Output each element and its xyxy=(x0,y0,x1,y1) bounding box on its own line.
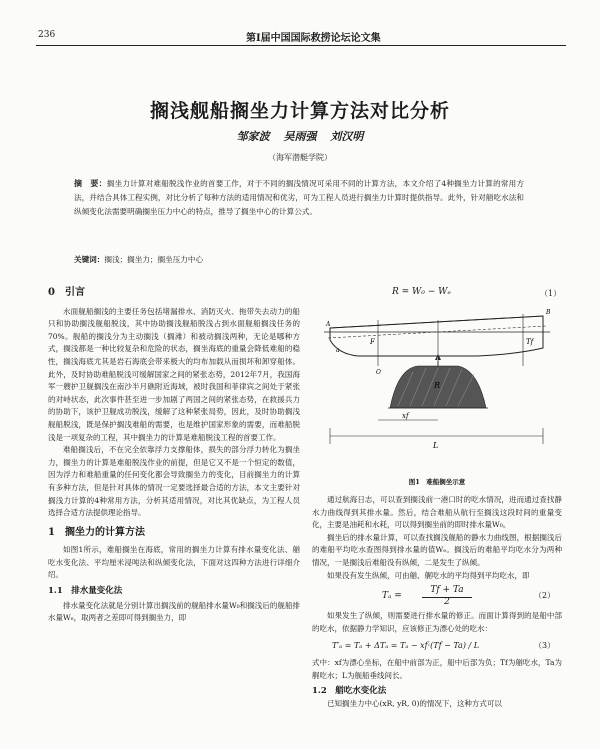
keywords-label: 关键词： xyxy=(74,255,105,264)
ship-grounding-figure xyxy=(318,308,558,470)
journal-header: 第Ⅰ届中国国际救捞论坛论文集 xyxy=(246,33,381,44)
abstract-label: 摘 要： xyxy=(74,178,107,188)
right-column xyxy=(312,494,562,711)
label-a: a xyxy=(336,347,340,354)
label-O: O xyxy=(376,369,381,376)
deck-line xyxy=(330,316,543,328)
equation-2 xyxy=(312,584,562,608)
abstract-line: 力计算时提供指导。此外，针对艏吃水法和纵倾变化法需要明确搁坐压力中心的特点，推导了搁坐中心的计算 xyxy=(74,193,524,216)
paragraph: 式中：xf为漂心坐标，在船中前部为正，船中后部为负；Tf为艏吃水，Ta为艉吃水；L为舰船垂线间长。 xyxy=(312,658,562,680)
equation-number: （1） xyxy=(540,289,562,298)
author: 刘汉明 xyxy=(330,130,364,143)
section-heading: 0 引言 xyxy=(48,287,85,298)
equation-3 xyxy=(312,637,562,655)
abstract-line: 搁坐力计算的常用方法，并结合具体工程实例，对比分析了每种方法的适用情况和优劣，可为工程人员进行搁坐 xyxy=(74,179,525,202)
paragraph: 如果发生了纵倾，则需要进行排水量的修正。而面计算得到的是船中部的吃水，依据静力学知识，应该修正为漂心处的吃水： xyxy=(312,611,562,633)
label-B: B xyxy=(546,309,551,316)
equation-text: T′ₐ = Tₐ + ΔTₐ = Tₐ − xf·(Tf − Ta) / L xyxy=(332,641,480,651)
section-heading: 1 搁坐力的计算方法 xyxy=(48,526,145,538)
paragraph: 水面舰船搁浅的主要任务包括堵漏排水、消防灭火、拖带失去动力的船只和协助搁浅舰船脱浅，其中协助搁浅舰船脱浅占到水面舰船搁浅任务的70%。舰船的搁浅分为主动搁浅（搁滩）和被动搁浅两种，无论是哪种方式，搁浅都是一种比较复杂和危险的状态，搁坐海底的重量会降低难船的稳性，搁浅海底尤其是岩石海底会带来极大的均布加载从而损坏和卸穿船体。此外，及时协助难船脱浅可缓解国家之间的紧张态势，2012年7月，我国海军一艘护卫舰搁浅在南沙半月礁附近海域，被时我国和菲律宾之间处于紧张的对峙状态，此次事件甚至进一步加剧了两国之间的紧张态势，在救援兵力的协助下，该护卫舰成功脱浅，缓解了这种紧张局势，因此，及时协助搁浅舰船脱浅，既是保护搁浅难船的需要，也是维护国家形象的需要，而难船脱浅是一项复杂的工程，其中搁坐力的计算是难船脱浅工程的首要工作。 xyxy=(48,306,300,442)
paragraph: 如果没有发生纵倾，可由艏、艉吃水的平均得到平均吃水，即 xyxy=(327,570,530,580)
abstract xyxy=(74,176,524,219)
equation-numerator: Tf + Ta xyxy=(422,584,472,598)
label-xf: xf xyxy=(402,412,409,420)
affiliation: （海军潜艇学院） xyxy=(268,153,332,162)
equation-1: R = W₀ − Wₑ xyxy=(392,287,451,297)
subsection-heading: 1.2 艏吃水变化法 xyxy=(312,685,387,696)
label-A: A xyxy=(326,321,331,328)
article-title: 搁浅舰船搁坐力计算方法对比分析 xyxy=(149,100,450,122)
paragraph: 搁坐后的排水量计算，可以查找搁浅舰船的静水力曲线图，根据搁浅后的难船平均吃水查图得到排水量的值Wₑ。搁浅后的难船平均吃水分为两种情况，一是搁浅后难船没有纵倾，二是发生了纵倾。 xyxy=(312,532,562,567)
label-F: F xyxy=(370,338,375,346)
equation-denominator: 2 xyxy=(444,597,450,608)
keywords-text: 搁浅；搁坐力；搁坐压力中心 xyxy=(104,255,204,264)
paragraph: 难船搁浅后，不在完全依靠浮力支撑船体，损失的部分浮力转化为搁坐力，搁坐力的计算是难船脱浅作业的前提，但是它又不是一个恒定的数值，因为浮力和难船重量的任何变化都会导致搁坐力的变化，目前搁坐力的计算有多种方法，但是针对具体的情况一定要选择最合适的方法，本文主要针对搁浅力计算的4种常用方法，分析其适用情况，对比其优缺点，为工程人员选择合适方法提供理论指导。 xyxy=(48,445,300,518)
page-number: 236 xyxy=(38,30,56,40)
figure-caption: 图1 难船搁坐示意 xyxy=(408,478,466,486)
abstract-line: 搁坐力计算对难船脱浅作业的首要工作，对于不同的搁浅情况可采用不同的计算方法，本文介绍了4种 xyxy=(106,179,455,188)
equation-lhs: Tₐ = xyxy=(382,591,402,602)
label-R: R xyxy=(434,381,441,390)
author-list xyxy=(0,128,600,144)
label-xR: (xR,yR) xyxy=(416,357,439,364)
equation-number: （2） xyxy=(534,591,556,601)
paragraph: 已知搁坐力中心(xR, yR, 0)的情况下，这种方式可以 xyxy=(327,699,502,709)
author: 吴雨强 xyxy=(283,130,317,143)
left-column xyxy=(48,287,300,625)
paragraph: 排水量变化法就是分别计算出搁浅前的舰船排水量W₀和搁浅后的舰船排水量Wₑ，取两者之差即可得到搁坐力，即 xyxy=(48,600,300,623)
equation-number: （3） xyxy=(534,641,556,651)
label-L: L xyxy=(433,441,439,450)
subsection-heading: 1.1 排水量变化法 xyxy=(48,586,123,597)
paragraph: 如图1所示，难船搁坐在海底，常用的搁坐力计算有排水量变化法、艏吃水变化法、平均厘米浸吨法和纵倾变化法，下面对这四种方法进行详细介绍。 xyxy=(48,545,300,580)
author: 邹家波 xyxy=(236,130,270,143)
paragraph: 通过航海日志，可以查到搁浅前一港口时的吃水情况，进而通过查找静水力曲线得到其排水量。然后，结合难船从航行至搁浅这段时间的重量变化，主要是油耗和水耗，可以得到搁坐前的即时排水量W₀。 xyxy=(312,495,562,530)
header-rule xyxy=(36,45,566,46)
keywords xyxy=(74,254,203,265)
label-Tf: Tf xyxy=(526,338,534,346)
abstract-line: 公式。 xyxy=(294,207,317,216)
